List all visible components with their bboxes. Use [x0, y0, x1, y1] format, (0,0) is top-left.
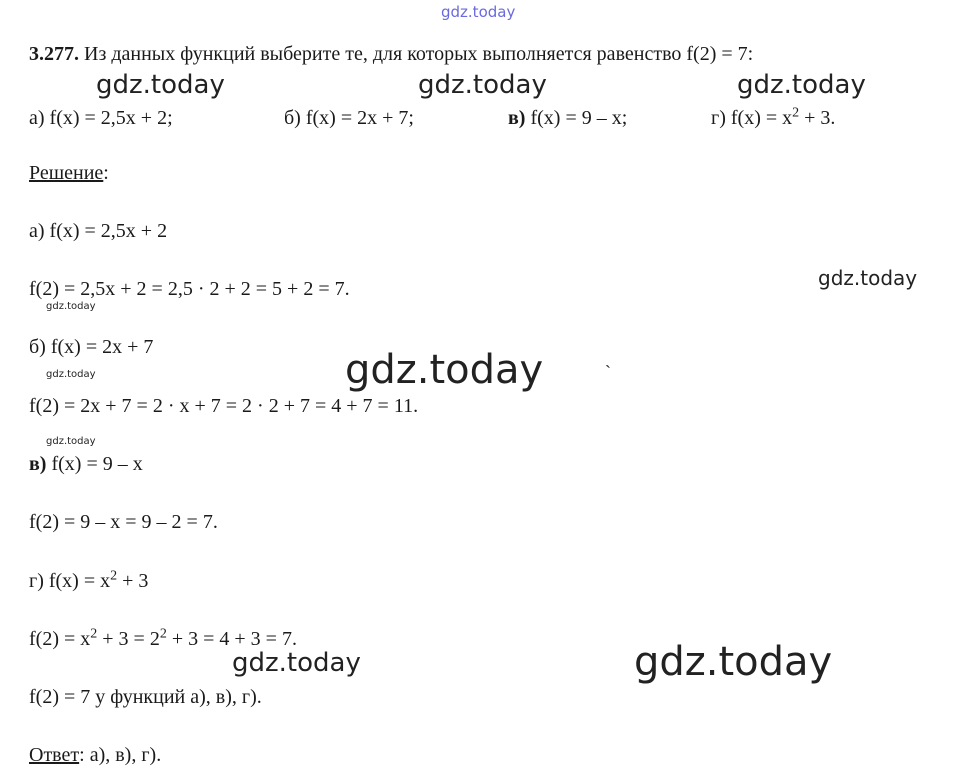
watermark: gdz.today [818, 266, 918, 290]
solution-b-calc: f(2) = 2x + 7 = 2 · x + 7 = 2 · 2 + 7 = 4 + 7 = 11. [29, 395, 419, 417]
problem-number: 3.277. [29, 43, 79, 65]
answer [29, 745, 161, 765]
watermark: gdz.today [345, 347, 544, 393]
answer-text: : а), в), г). [79, 744, 162, 766]
solution-g-function: г) $f(x) = x^2 + 3$ [29, 568, 149, 592]
answer-label: Ответ [29, 744, 80, 766]
solution-a-calc: f(2) = 2,5x + 2 = 2,5 · 2 + 2 = 5 + 2 = 7. [29, 278, 350, 300]
watermark: gdz.today [232, 648, 361, 678]
option-a: а) f(x) = 2,5x + 2; [29, 107, 173, 129]
solution-v-function: в) f(x) = 9 – x [29, 453, 143, 475]
watermark: gdz.today [46, 369, 96, 380]
solution-g-calc: $f(2) = x^2 + 3 = 2^2 + 3 = 4 + 3 = 7$. [29, 626, 297, 650]
watermark: gdz.today [96, 70, 225, 100]
watermark: gdz.today [46, 301, 96, 312]
option-b: б) f(x) = 2x + 7; [284, 107, 414, 129]
watermark-top: gdz.today [441, 3, 516, 21]
option-v: в) f(x) = 9 – x; [508, 107, 628, 129]
solution-conclusion: f(2) = 7 у функций а), в), г). [29, 686, 262, 708]
watermark: gdz.today [418, 70, 547, 100]
problem-statement [29, 44, 753, 64]
watermark: gdz.today [46, 436, 96, 447]
solution-heading: Решение: [29, 162, 109, 184]
option-g: г) $f(x) = x^2 + 3$. [711, 105, 836, 129]
watermark: gdz.today [634, 639, 833, 685]
solution-v-calc: f(2) = 9 – x = 9 – 2 = 7. [29, 511, 218, 533]
watermark: gdz.today [737, 70, 866, 100]
solution-a-function: а) f(x) = 2,5x + 2 [29, 220, 168, 242]
problem-text: Из данных функций выберите те, для которых выполняется равенство f(2) = 7: [84, 43, 754, 65]
solution-b-function: б) f(x) = 2x + 7 [29, 336, 154, 358]
stray-mark: ˋ [605, 362, 611, 382]
